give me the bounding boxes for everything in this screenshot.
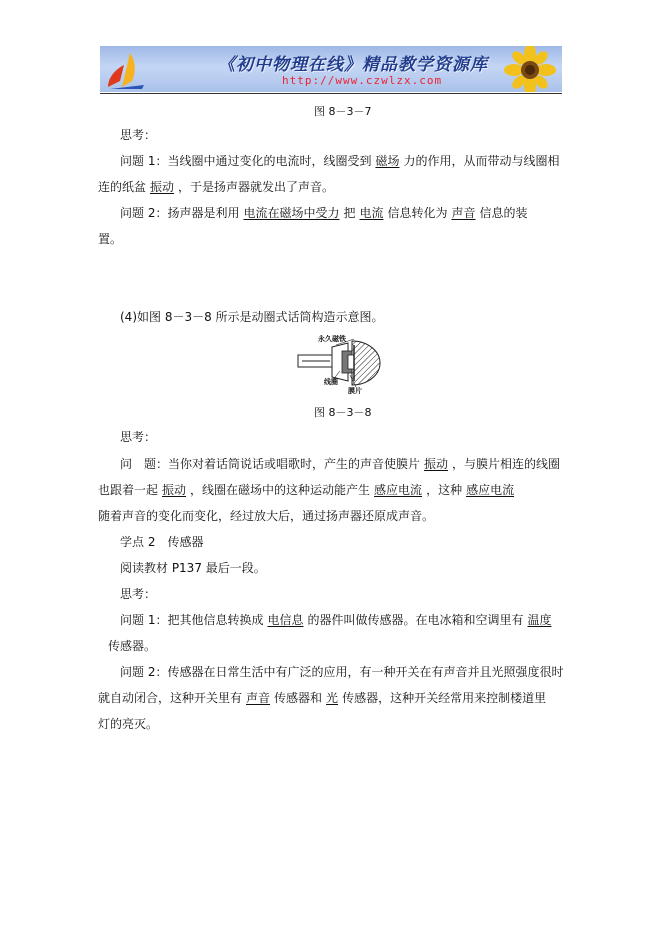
answer-blank-tail [98, 639, 108, 653]
question-line-3: 随着声音的变化而变化，经过放大后，通过扬声器还原成声音。 [98, 509, 435, 523]
sensor-question-1-line-1: 问题 1：把其他信息转换成 电信息 的器件叫做传感器。在电冰箱和空调里有 温度 [120, 612, 556, 628]
answer-blank: 振动 [424, 457, 449, 471]
question-2-line-1: 问题 2：扬声器是利用 电流在磁场中受力 把 电流 信息转化为 声音 信息的装 [120, 206, 528, 220]
question-1-line-2: 连的纸盆 振动 ，于是扬声器就发出了声音。 [98, 180, 335, 194]
microphone-diagram [296, 333, 392, 395]
think-label: 思考： [120, 430, 157, 444]
sensor-question-2-line-2: 就自动闭合，这种开关里有 声音 传感器和 光 传感器，这种开关经常用来控制楼道里 [98, 691, 547, 705]
think-label: 思考： [120, 128, 157, 142]
label-membrane: 膜片 [348, 387, 362, 395]
banner-url: http://www.czwlzx.com [282, 74, 443, 87]
answer-blank: 电流 [359, 206, 384, 220]
answer-blank: 声音 [246, 691, 271, 705]
answer-blank: 声音 [451, 206, 476, 220]
header-rule [100, 93, 562, 94]
answer-blank: 振动 [150, 180, 175, 194]
sensor-question-1-line-2: 传感器。 [98, 638, 156, 654]
header-banner [100, 46, 562, 92]
item-4-text: (4)如图 8－3－8 所示是动圈式话筒构造示意图。 [120, 310, 384, 324]
question-line-1: 问 题：当你对着话筒说话或唱歌时，产生的声音使膜片 振动 ，与膜片相连的线圈 [120, 457, 561, 471]
answer-blank: 磁场 [375, 154, 400, 168]
sensor-question-2-line-1: 问题 2：传感器在日常生活中有广泛的应用，有一种开关在有声音并且光照强度很时 [120, 665, 564, 679]
answer-blank: 温度 [527, 613, 552, 627]
question-line-2: 也跟着一起 振动 ，线圈在磁场中的这种运动能产生 感应电流 ，这种 感应电流 [98, 482, 518, 498]
label-permanent-magnet: 永久磁铁 [318, 335, 346, 343]
sunflower-icon [492, 46, 560, 92]
reading-instruction: 阅读教材 P137 最后一段。 [120, 561, 266, 575]
site-logo-icon [102, 47, 152, 91]
figure-caption-837: 图 8－3－7 [314, 105, 372, 118]
sensor-question-2-line-3: 灯的亮灭。 [98, 717, 159, 731]
label-coil: 线圈 [324, 378, 338, 386]
answer-blank: 振动 [162, 483, 187, 497]
question-1-line-1: 问题 1：当线圈中通过变化的电流时，线圈受到 磁场 力的作用，从而带动与线圈相 [120, 154, 560, 168]
question-2-line-2: 置。 [98, 232, 123, 246]
figure-caption-838: 图 8－3－8 [314, 406, 372, 419]
answer-blank: 感应电流 [466, 483, 515, 497]
answer-blank: 电信息 [267, 613, 304, 627]
answer-blank: 光 [326, 691, 339, 705]
banner-title: 《初中物理在线》精品教学资源库 [218, 55, 488, 75]
think-label: 思考： [120, 587, 157, 601]
answer-blank: 感应电流 [374, 483, 423, 497]
section-heading-sensor: 学点 2 传感器 [120, 535, 204, 549]
answer-blank: 电流在磁场中受力 [243, 206, 340, 220]
